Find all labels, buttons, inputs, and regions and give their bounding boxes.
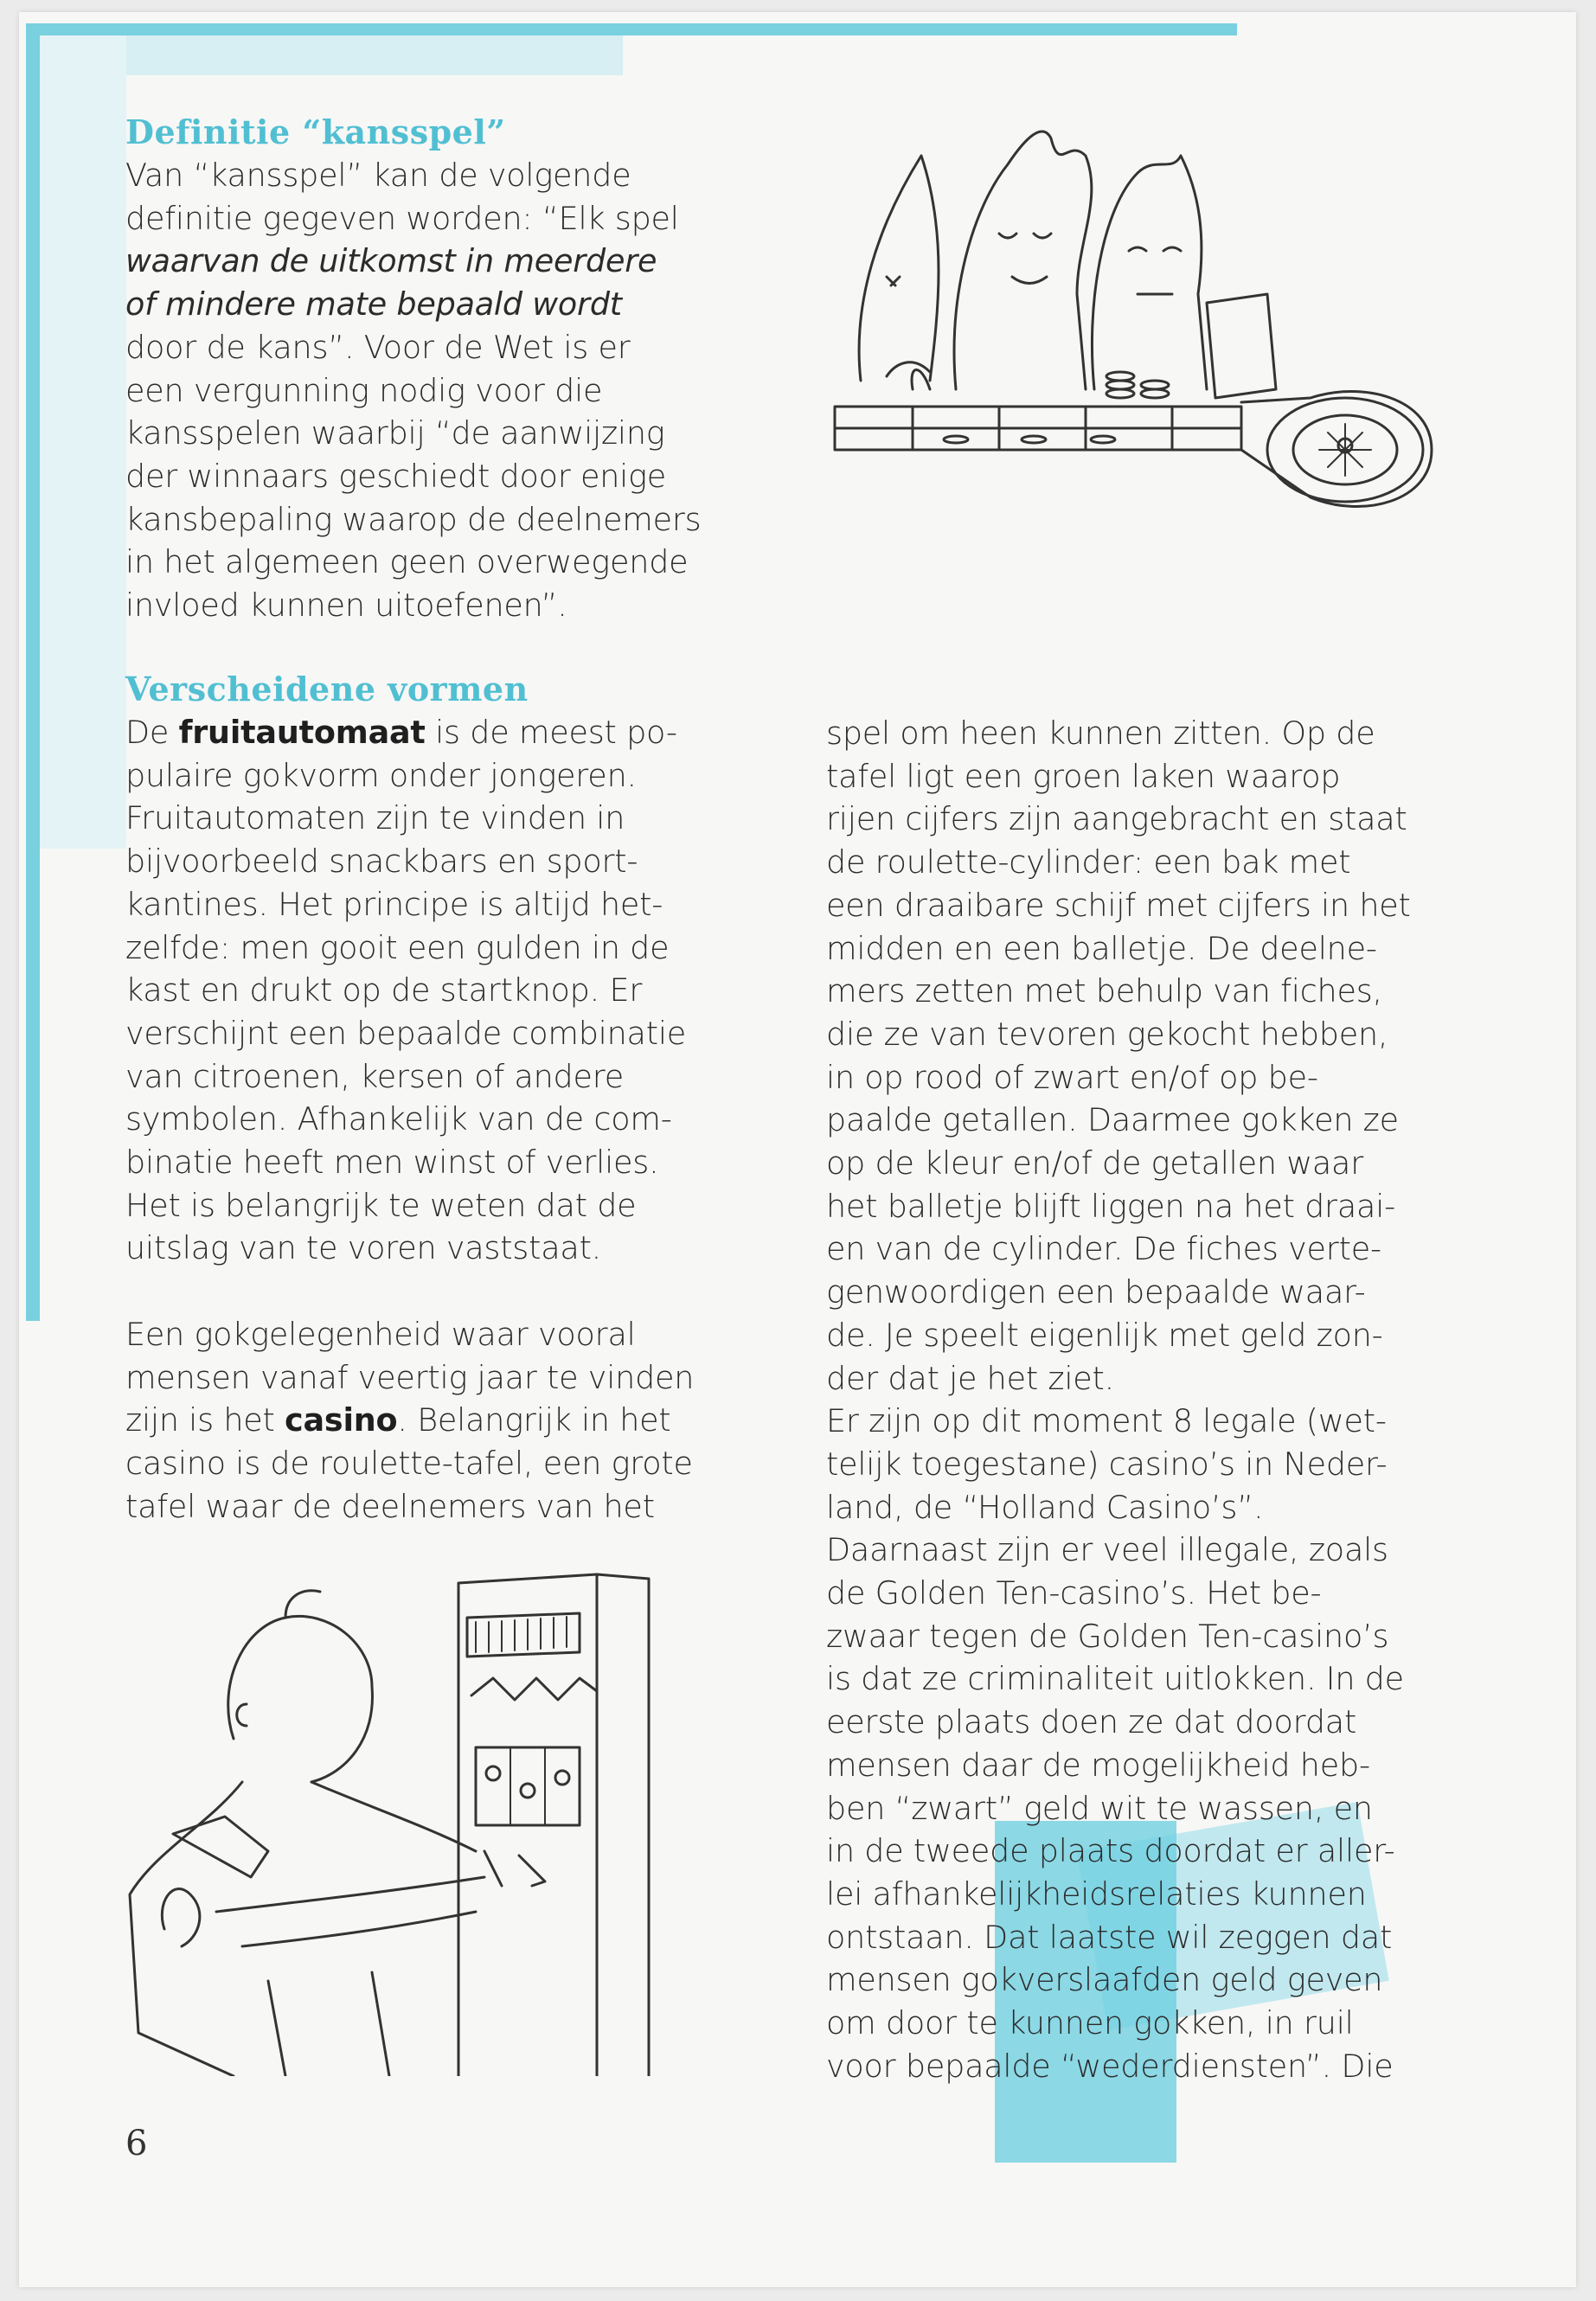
right-line: paalde getallen. Daarmee gokken ze	[826, 1101, 1399, 1139]
page-number: 6	[125, 2124, 148, 2163]
definition-line: invloed kunnen uitoefenen”.	[125, 586, 567, 625]
right-line: eerste plaats doen ze dat doordat	[826, 1703, 1357, 1741]
right-line: een draaibare schijf met cijfers in het	[826, 886, 1411, 924]
right-line: mensen gokverslaafden geld geven	[826, 1961, 1383, 1999]
forms-line: mensen vanaf veertig jaar te vinden	[125, 1358, 695, 1396]
left-accent-rule	[26, 23, 40, 1321]
definition-line: door de kans”. Voor de Wet is er	[125, 328, 631, 366]
right-line: Daarnaast zijn er veel illegale, zoals	[826, 1531, 1388, 1569]
definition-line: of mindere mate bepaald wordt	[125, 285, 622, 324]
right-line: in de tweede plaats doordat er aller-	[826, 1832, 1395, 1870]
forms-heading: Verscheidene vormen	[125, 670, 529, 708]
forms-line: tafel waar de deelnemers van het	[125, 1487, 655, 1525]
right-line: de roulette-cylinder: een bak met	[826, 843, 1351, 881]
fruit-machine-illustration	[112, 1566, 718, 2076]
text-run: zijn is het	[125, 1401, 285, 1439]
right-line: in op rood of zwart en/of op be-	[826, 1058, 1318, 1096]
forms-line: van citroenen, kersen of andere	[125, 1057, 625, 1095]
forms-line: kantines. Het principe is altijd het-	[125, 885, 663, 923]
right-line: om door te kunnen gokken, in ruil	[826, 2004, 1354, 2042]
right-line: tafel ligt een groen laken waarop	[826, 757, 1341, 795]
right-line: en van de cylinder. De fiches verte-	[826, 1230, 1381, 1268]
right-line: mers zetten met behulp van fiches,	[826, 972, 1382, 1010]
right-line: is dat ze criminaliteit uitlokken. In de	[826, 1660, 1404, 1698]
definition-line: kansspelen waarbij “de aanwijzing	[125, 414, 665, 452]
left-accent-wash	[40, 35, 126, 849]
forms-line: symbolen. Afhankelijk van de com-	[125, 1100, 672, 1138]
right-line: telijk toegestane) casino’s in Neder-	[826, 1445, 1388, 1483]
forms-line: verschijnt een bepaalde combinatie	[125, 1014, 687, 1052]
forms-line: Het is belangrijk te weten dat de	[125, 1186, 637, 1224]
right-line: de Golden Ten-casino’s. Het be-	[826, 1574, 1322, 1612]
right-line: land, de “Holland Casino’s”.	[826, 1488, 1264, 1526]
right-line: Er zijn op dit moment 8 legale (wet-	[826, 1402, 1387, 1440]
right-line: genwoordigen een bepaalde waar-	[826, 1273, 1366, 1311]
definition-line: Van “kansspel” kan de volgende	[125, 157, 631, 194]
definition-line: kansbepaling waarop de deelnemers	[125, 500, 702, 538]
forms-line: pulaire gokvorm onder jongeren.	[125, 756, 637, 794]
roulette-illustration	[826, 104, 1449, 657]
right-line: die ze van tevoren gekocht hebben,	[826, 1015, 1388, 1053]
forms-line	[125, 711, 748, 754]
forms-line: binatie heeft men winst of verlies.	[125, 1144, 659, 1182]
definition-line: definitie gegeven worden: “Elk spel	[125, 199, 679, 237]
right-line: voor bepaalde “wederdiensten”. Die	[826, 2047, 1394, 2085]
right-line: ben “zwart” geld wit te wassen, en	[826, 1789, 1373, 1827]
right-line: op de kleur en/of de getallen waar	[826, 1144, 1364, 1183]
text-run: . Belangrijk in het	[397, 1401, 671, 1439]
top-accent-rule	[26, 23, 1237, 35]
right-line: midden en een balletje. De deelne-	[826, 929, 1377, 967]
forms-line: Fruitautomaten zijn te vinden in	[125, 799, 625, 837]
right-line: mensen daar de mogelijkheid heb-	[826, 1746, 1370, 1784]
text-run: De	[125, 714, 179, 751]
right-line: ontstaan. Dat laatste wil zeggen dat	[826, 1918, 1393, 1956]
forms-section	[125, 668, 748, 1528]
right-column	[826, 712, 1449, 2088]
right-line: spel om heen kunnen zitten. Op de	[826, 715, 1375, 752]
definition-line: in het algemeen geen overwegende	[125, 543, 689, 581]
forms-line: zelfde: men gooit een gulden in de	[125, 928, 670, 966]
forms-line: bijvoorbeeld snackbars en sport-	[125, 843, 638, 881]
definition-line: een vergunning nodig voor die	[125, 371, 603, 409]
forms-line: kast en drukt op de startknop. Er	[125, 971, 643, 1009]
text-run: is de meest po-	[425, 714, 677, 751]
definition-heading: Definitie “kansspel”	[125, 112, 506, 151]
casino-term: casino	[285, 1401, 398, 1439]
right-line: der dat je het ziet.	[826, 1359, 1115, 1397]
right-line: lei afhankelijkheidsrelaties kunnen	[826, 1875, 1367, 1913]
definition-line: waarvan de uitkomst in meerdere	[125, 242, 657, 280]
paragraph-gap	[125, 1270, 748, 1313]
right-line: zwaar tegen de Golden Ten-casino’s	[826, 1617, 1389, 1655]
forms-line: uitslag van te voren vaststaat.	[125, 1229, 602, 1267]
right-line: de. Je speelt eigenlijk met geld zon-	[826, 1316, 1383, 1354]
forms-line: casino is de roulette-tafel, een grote	[125, 1444, 693, 1482]
right-line: rijen cijfers zijn aangebracht en staat	[826, 800, 1407, 838]
right-line: het balletje blijft liggen na het draai-	[826, 1187, 1396, 1225]
definition-line: der winnaars geschiedt door enige	[125, 457, 667, 495]
fruitautomaat-term: fruitautomaat	[178, 714, 426, 751]
forms-line: Een gokgelegenheid waar vooral	[125, 1315, 636, 1353]
forms-line	[125, 1399, 748, 1442]
definition-section	[125, 111, 748, 627]
